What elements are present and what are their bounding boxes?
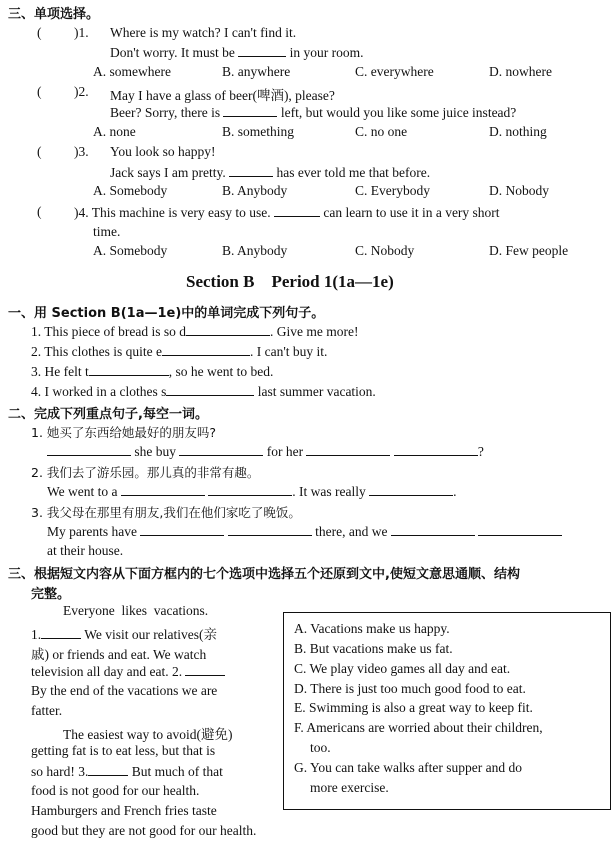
part2-e3-text-b: there, and we <box>315 524 388 539</box>
part1-s1-text-a: 1. This piece of bread is so d <box>31 324 186 339</box>
q2-option-b[interactable]: B. something <box>222 124 295 139</box>
part1-s4-text-b: last summer vacation. <box>257 384 376 399</box>
q3-option-a[interactable]: A. Somebody <box>93 183 168 198</box>
option-b[interactable]: B. But vacations make us fat. <box>294 641 453 656</box>
part1-s1-text-b: . Give me more! <box>269 324 359 339</box>
option-g-cont: more exercise. <box>310 780 389 795</box>
part1-sentence-3 <box>31 363 273 380</box>
part2-chinese-2: 2. 我们去了游乐园。那儿真的非常有趣。 <box>31 465 260 480</box>
part2-e1-blank-2[interactable] <box>179 443 263 456</box>
part2-e2-blank-2[interactable] <box>208 483 292 496</box>
passage-blank-1[interactable] <box>41 626 81 639</box>
option-d[interactable]: D. There is just too much good food to eat. <box>294 681 526 696</box>
part1-s3-text-b: , so he went to bed. <box>168 364 274 379</box>
option-g[interactable]: G. You can take walks after supper and do <box>294 760 522 775</box>
part2-english-3-cont: at their house. <box>47 543 124 558</box>
q1-text-a: Don't worry. It must be <box>110 45 235 60</box>
part1-s2-blank[interactable] <box>162 343 250 356</box>
part1-s2-text-a: 2. This clothes is quite e <box>31 344 162 359</box>
option-c[interactable]: C. We play video games all day and eat. <box>294 661 511 676</box>
q1-blank[interactable] <box>238 44 286 57</box>
passage-blank-2[interactable] <box>185 663 225 676</box>
q3-line1: You look so happy! <box>110 144 216 159</box>
q1-option-d[interactable]: D. nowhere <box>489 64 552 79</box>
passage-line-1: Everyone likes vacations. <box>63 603 209 618</box>
part2-e2-text-b: . It was really <box>292 484 366 499</box>
passage-blank-3[interactable] <box>88 763 128 776</box>
part2-e2-blank-1[interactable] <box>121 483 205 496</box>
passage-line-2 <box>31 623 217 643</box>
part2-e3-blank-3[interactable] <box>391 523 475 536</box>
passage-line-9-text-b: But much of that <box>131 764 223 779</box>
q1-option-a[interactable]: A. somewhere <box>93 64 171 79</box>
q1-option-b[interactable]: B. anywhere <box>222 64 291 79</box>
q4-option-c[interactable]: C. Nobody <box>355 243 415 258</box>
q1-line2 <box>110 44 364 61</box>
passage-line-2-text: We visit our relatives(亲 <box>84 627 218 642</box>
passage-line-10: food is not good for our health. <box>31 783 200 798</box>
q3-line2 <box>110 164 430 181</box>
part2-e1-text-b: for her <box>266 444 304 459</box>
option-e[interactable]: E. Swimming is also a great way to keep fit. <box>294 700 533 715</box>
part2-e3-blank-4[interactable] <box>478 523 562 536</box>
q3-text-a: Jack says I am pretty. <box>110 165 226 180</box>
part2-e1-blank-4[interactable] <box>394 443 478 456</box>
passage-line-3: 戚) or friends and eat. We watch <box>31 647 207 662</box>
passage-blank-1-number: 1. <box>31 627 42 642</box>
q4-paren: ( <box>37 204 42 219</box>
q3-number: )3. <box>74 144 89 159</box>
q2-line2 <box>110 104 516 121</box>
q3-paren: ( <box>37 144 42 159</box>
part1-header: 一、用 Section B(1a—1e)中的单词完成下列句子。 <box>8 306 325 321</box>
part2-e1-text-c: ? <box>477 444 484 459</box>
part3-header-line1: 三、根据短文内容从下面方框内的七个选项中选择五个还原到文中,使短文意思通顺、结构 <box>8 567 520 582</box>
option-f[interactable]: F. Americans are worried about their children, <box>294 720 543 735</box>
q2-option-d[interactable]: D. nothing <box>489 124 547 139</box>
passage-line-6: fatter. <box>31 703 63 718</box>
part1-s2-text-b: . I can't buy it. <box>250 344 328 359</box>
section-header-single-choice: 三、单项选择。 <box>8 7 100 22</box>
q2-line1: May I have a glass of beer(啤酒), please? <box>110 88 335 103</box>
option-a[interactable]: A. Vacations make us happy. <box>294 621 450 636</box>
q3-blank[interactable] <box>229 164 273 177</box>
q3-option-c[interactable]: C. Everybody <box>355 183 430 198</box>
part2-e2-text-a: We went to a <box>47 484 118 499</box>
passage-line-4-text: television all day and eat. 2. <box>31 664 183 679</box>
passage-line-8: getting fat is to eat less, but that is <box>31 743 216 758</box>
part1-s3-text-a: 3. He felt t <box>31 364 89 379</box>
part2-chinese-1: 1. 她买了东西给她最好的朋友吗? <box>31 425 217 440</box>
q1-paren: ( <box>37 25 42 40</box>
part1-s3-blank[interactable] <box>89 363 169 376</box>
part2-e1-text-a: she buy <box>134 444 176 459</box>
part3-header-line2: 完整。 <box>31 587 71 602</box>
part2-e1-blank-3[interactable] <box>306 443 390 456</box>
q2-option-a[interactable]: A. none <box>93 124 136 139</box>
q4-text-a: This machine is very easy to use. <box>91 205 271 220</box>
part2-english-2 <box>47 483 457 500</box>
part1-s4-blank[interactable] <box>166 383 254 396</box>
q4-line1 <box>74 204 500 221</box>
q2-text-b: left, but would you like some juice instead? <box>280 105 517 120</box>
part1-sentence-2 <box>31 343 327 360</box>
part2-header: 二、完成下列重点句子,每空一词。 <box>8 407 208 422</box>
q3-option-d[interactable]: D. Nobody <box>489 183 549 198</box>
q2-number: )2. <box>74 84 89 99</box>
q4-option-d[interactable]: D. Few people <box>489 243 569 258</box>
q4-text-b: can learn to use it in a very short <box>323 205 500 220</box>
part2-e3-blank-1[interactable] <box>140 523 224 536</box>
q2-option-c[interactable]: C. no one <box>355 124 408 139</box>
q3-option-b[interactable]: B. Anybody <box>222 183 288 198</box>
passage-line-9-text-a: so hard! 3. <box>31 764 89 779</box>
q4-option-b[interactable]: B. Anybody <box>222 243 288 258</box>
q2-blank[interactable] <box>223 104 277 117</box>
q1-number: )1. <box>74 25 89 40</box>
part1-sentence-1 <box>31 323 358 340</box>
part2-chinese-3: 3. 我父母在那里有朋友,我们在他们家吃了晚饭。 <box>31 505 301 520</box>
passage-line-12: good but they are not good for our health. <box>31 823 257 838</box>
passage-line-7: The easiest way to avoid(避免) <box>63 727 233 742</box>
passage-line-9 <box>31 763 223 780</box>
q4-number: )4. <box>74 205 89 220</box>
part2-english-3 <box>47 523 562 540</box>
q1-text-b: in your room. <box>289 45 364 60</box>
q2-text-a: Beer? Sorry, there is <box>110 105 221 120</box>
part2-e2-text-c: . <box>453 484 457 499</box>
part2-e3-text-a: My parents have <box>47 524 137 539</box>
q3-text-b: has ever told me that before. <box>276 165 431 180</box>
part1-s4-text-a: 4. I worked in a clothes s <box>31 384 167 399</box>
passage-line-11: Hamburgers and French fries taste <box>31 803 217 818</box>
part1-sentence-4 <box>31 383 376 400</box>
q4-blank[interactable] <box>274 204 320 217</box>
part1-s1-blank[interactable] <box>186 323 270 336</box>
q1-option-c[interactable]: C. everywhere <box>355 64 434 79</box>
q2-paren: ( <box>37 84 42 99</box>
part2-english-1 <box>47 443 484 460</box>
q4-option-a[interactable]: A. Somebody <box>93 243 168 258</box>
part2-e3-blank-2[interactable] <box>228 523 312 536</box>
q4-line2: time. <box>93 224 121 239</box>
passage-line-4 <box>31 663 225 680</box>
passage-line-5: By the end of the vacations we are <box>31 683 218 698</box>
q1-line1: Where is my watch? I can't find it. <box>110 25 297 40</box>
section-title: Section B Period 1(1a—1e) <box>186 272 394 291</box>
part2-e2-blank-3[interactable] <box>369 483 453 496</box>
part2-e1-blank-1[interactable] <box>47 443 131 456</box>
option-f-cont: too. <box>310 740 331 755</box>
